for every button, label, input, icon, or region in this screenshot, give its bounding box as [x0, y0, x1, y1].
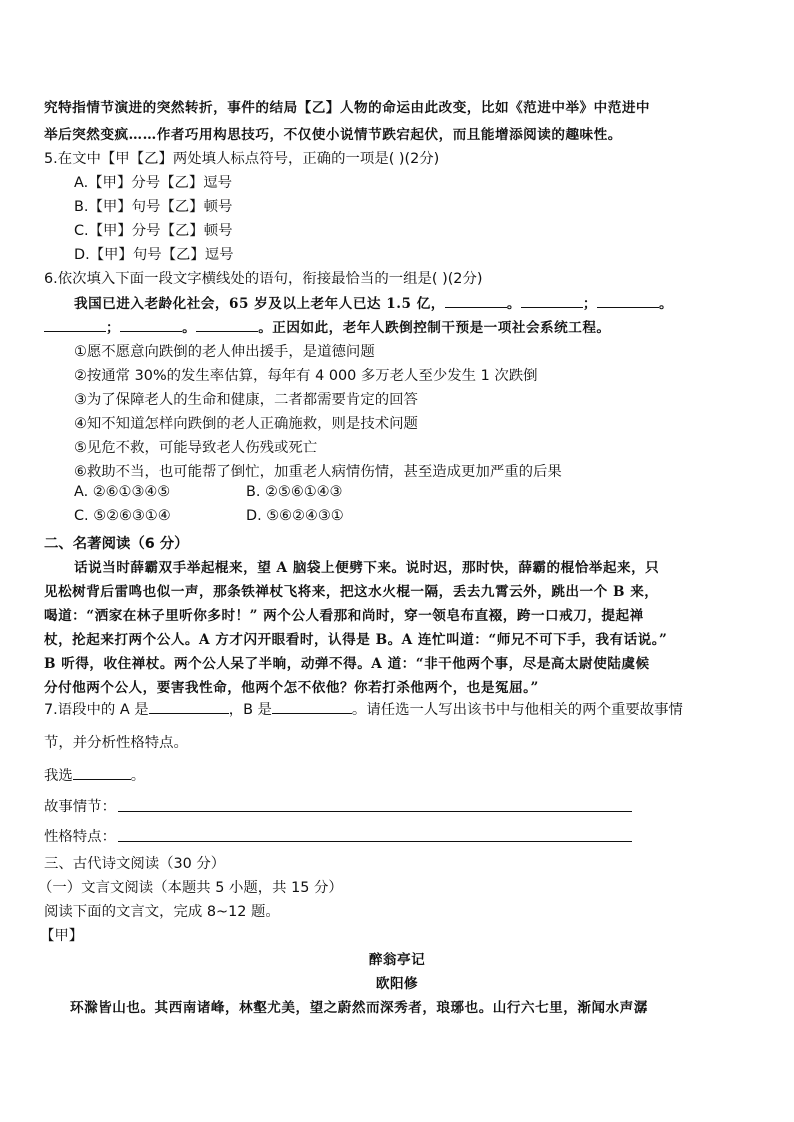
- question-6-item-5: ⑤见危不救，可能导致老人伤残或死亡: [74, 440, 318, 456]
- passage-line-2: 举后突然变疯……作者巧用构思技巧，不仅使小说情节跌宕起伏，而且能增添阅读的趣味性。: [44, 127, 622, 143]
- question-6-option-b: B. ②⑤⑥①④③: [246, 484, 343, 500]
- question-5-option-c: C.【甲】分号【乙】顿号: [74, 223, 233, 239]
- answer-blank-a[interactable]: [149, 699, 229, 714]
- passage-line-1: 究特指情节演进的突然转折，事件的结局【乙】人物的命运由此改变，比如《范进中举》中范进中: [44, 100, 651, 116]
- passage-text: 。正因如此，老年人跌倒控制干预是一项社会系统工程。: [258, 320, 611, 336]
- passage-author: 欧阳修: [375, 976, 419, 992]
- question-5-option-b: B.【甲】句号【乙】顿号: [74, 199, 233, 215]
- q7-text: 7.语段中的 A 是: [44, 702, 149, 718]
- novel-excerpt-line-1: 话说当时薛霸双手举起棍来，望 A 脑袋上便劈下来。说时迟，那时快，薛霸的棍恰举起来，只: [74, 560, 660, 576]
- passage-first-line: 环滁皆山也。其西南诸峰，林壑尤美，望之蔚然而深秀者，琅琊也。山行六七里，渐闻水声潺: [70, 1000, 648, 1016]
- question-5-stem: 5.在文中【甲【乙】两处填人标点符号，正确的一项是( )(2分): [44, 151, 440, 167]
- question-6-item-2: ②按通常 30%的发生率估算，每年有 4 000 多万老人至少发生 1 次跌倒: [74, 368, 538, 384]
- punct: 。: [182, 320, 197, 336]
- plot-label: 故事情节：: [44, 799, 116, 815]
- trait-answer-line[interactable]: [118, 841, 632, 842]
- section-3-title: 三、古代诗文阅读（30 分）: [44, 856, 226, 872]
- question-6-option-d: D. ⑤⑥②④③①: [246, 508, 344, 524]
- novel-excerpt-line-3: 喝道：“洒家在林子里听你多时！” 两个公人看那和尚时，穿一领皂布直裰，跨一口戒刀，提起禅: [44, 608, 644, 624]
- choose-line: [44, 764, 145, 785]
- novel-excerpt-line-5: B 听得，收住禅杖。两个公人呆了半晌，动弹不得。A 道：“非干他两个事，尽是高太尉使陆虞候: [44, 656, 650, 672]
- question-6-item-3: ③为了保障老人的生命和健康，二者都需要肯定的回答: [74, 392, 418, 408]
- question-5-option-d: D.【甲】句号【乙】逗号: [74, 247, 234, 263]
- punct: ；: [106, 320, 121, 336]
- answer-blank[interactable]: [597, 293, 659, 308]
- section-2-title: 二、名著阅读（6 分）: [44, 536, 189, 552]
- question-6-option-a: A. ②⑥①③④⑤: [74, 484, 171, 500]
- question-6-item-4: ④知不知道怎样向跌倒的老人正确施救，则是技术问题: [74, 416, 418, 432]
- passage-text: 我国已进入老龄化社会，65 岁及以上老年人已达 1.5 亿，: [74, 296, 445, 312]
- novel-excerpt-line-2: 见松树背后雷鸣也似一声，那条铁禅杖飞将来，把这水火棍一隔，丢去九霄云外，跳出一个 B 来，: [44, 584, 659, 600]
- answer-blank-b[interactable]: [272, 699, 352, 714]
- punct: 。: [130, 768, 146, 784]
- question-6-option-c: C. ⑤②⑥③①④: [74, 508, 171, 524]
- question-6-item-6: ⑥救助不当，也可能帮了倒忙，加重老人病情伤情，甚至造成更加严重的后果: [74, 464, 562, 480]
- passage-jia-label: 【甲】: [40, 928, 84, 944]
- novel-excerpt-line-6: 分付他两个公人，要害我性命，他两个怎不依他？你若打杀他两个，也是冤屈。”: [44, 680, 539, 696]
- q7-text: ，B 是: [228, 702, 272, 718]
- question-7-stem: [44, 698, 683, 719]
- novel-excerpt-line-4: 杖，抡起来打两个公人。A 方才闪开眼看时，认得是 B。A 连忙叫道：“师兄不可下手，我有话说。”: [44, 632, 668, 648]
- question-6-item-1: ①愿不愿意向跌倒的老人伸出援手，是道德问题: [74, 344, 375, 360]
- answer-blank[interactable]: [120, 317, 182, 332]
- choose-label: 我选: [44, 768, 73, 784]
- question-6-stem: 6.依次填入下面一段文字横线处的语句，衔接最恰当的一组是( )(2分): [44, 271, 483, 287]
- punct: 。: [659, 296, 674, 312]
- punct: ；: [582, 296, 598, 312]
- answer-blank[interactable]: [44, 317, 106, 332]
- q7-text: 。请任选一人写出该书中与他相关的两个重要故事情: [351, 702, 683, 718]
- trait-label: 性格特点：: [44, 829, 116, 845]
- question-7-stem-line-2: 节，并分析性格特点。: [44, 735, 188, 751]
- question-5-option-a: A.【甲】分号【乙】逗号: [74, 175, 233, 191]
- punct: 。: [506, 296, 521, 312]
- passage-title: 醉翁亭记: [368, 952, 426, 968]
- section-3-instruction: 阅读下面的文言文，完成 8~12 题。: [44, 904, 280, 920]
- answer-blank[interactable]: [445, 293, 507, 308]
- plot-answer-line[interactable]: [118, 811, 632, 812]
- answer-blank[interactable]: [196, 317, 258, 332]
- section-3-sub-1: （一）文言文阅读（本题共 5 小题，共 15 分）: [38, 880, 343, 896]
- question-6-passage-line-2: [44, 316, 611, 336]
- question-6-passage-line-1: [74, 292, 673, 312]
- answer-blank[interactable]: [521, 293, 583, 308]
- choose-blank[interactable]: [73, 765, 131, 780]
